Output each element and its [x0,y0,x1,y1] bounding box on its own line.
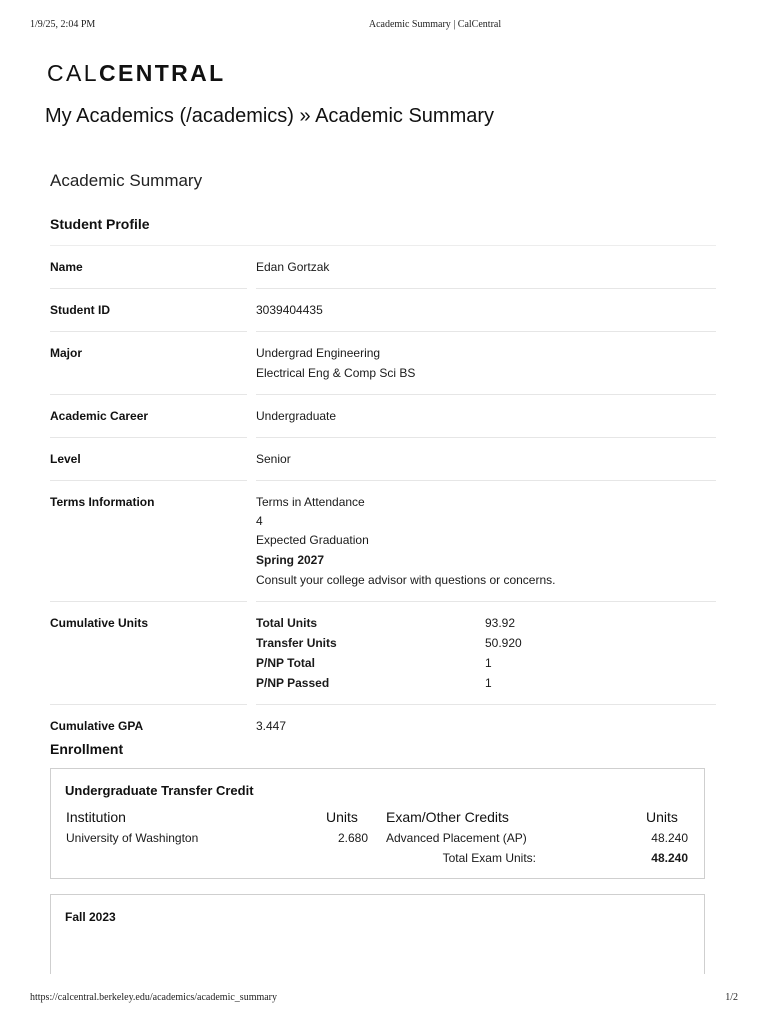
major-program: Electrical Eng & Comp Sci BS [256,366,416,380]
exam-name: Advanced Placement (AP) [386,831,527,845]
col-header-units: Units [326,809,358,825]
transfer-units-value: 50.920 [485,636,522,650]
term-card-fall-2023 [50,894,705,974]
profile-row-student-id [50,288,716,331]
col-header-exam-units: Units [646,809,678,825]
transfer-credit-card [50,768,705,879]
enrollment-heading: Enrollment [50,741,124,757]
units-grid [256,613,716,693]
pnp-passed-value: 1 [485,676,492,690]
profile-row-cumulative-units [50,601,716,704]
institution-name: University of Washington [66,831,199,845]
print-page-number: 1/2 [725,992,738,1003]
row-label: Academic Career [50,394,247,437]
print-page-title: Academic Summary | CalCentral [368,19,502,30]
expected-graduation-value: Spring 2027 [256,553,325,567]
page-title: Academic Summary [50,171,203,190]
term-title: Fall 2023 [65,910,116,924]
profile-row-terms-information [50,480,716,601]
pnp-passed-label: P/NP Passed [256,676,330,690]
print-date: 1/9/25, 2:04 PM [30,19,96,30]
total-exam-units-value: 48.240 [651,851,688,865]
row-label: Name [50,245,247,288]
pnp-total-value: 1 [485,656,492,670]
major-college: Undergrad Engineering [256,346,381,360]
pnp-total-label: P/NP Total [256,656,315,670]
profile-row-major [50,331,716,394]
logo-bold-text: CENTRAL [98,60,226,86]
terms-attendance-label: Terms in Attendance [256,495,365,509]
calcentral-logo[interactable] [47,60,226,87]
profile-row-level [50,437,716,480]
row-label: Major [50,331,247,394]
profile-row-cumulative-gpa [50,704,716,747]
col-header-exam-credits: Exam/Other Credits [386,809,509,825]
row-label: Cumulative Units [50,601,247,704]
terms-information [256,480,716,601]
total-units-label: Total Units [256,616,318,630]
total-units-value: 93.92 [485,616,516,630]
profile-row-academic-career [50,394,716,437]
main-content [50,170,716,747]
cumulative-units [256,601,716,704]
major-value [256,331,716,394]
institution-units: 2.680 [337,831,368,845]
student-profile-table [50,245,716,747]
expected-graduation-label: Expected Graduation [256,533,369,547]
level-value: Senior [256,437,716,480]
student-name: Edan Gortzak [256,245,716,288]
academic-career: Undergraduate [256,394,716,437]
row-label: Student ID [50,288,247,331]
transfer-units-label: Transfer Units [256,636,337,650]
transfer-credit-title: Undergraduate Transfer Credit [65,783,254,798]
cumulative-gpa: 3.447 [256,704,716,747]
row-label: Level [50,437,247,480]
row-label: Cumulative GPA [50,704,247,747]
col-header-institution: Institution [66,809,126,825]
terms-attendance-value: 4 [256,514,263,528]
profile-row-name [50,245,716,288]
breadcrumb[interactable]: My Academics (/academics) » Academic Summary [45,105,495,127]
print-url: https://calcentral.berkeley.edu/academics/academic_summary [30,992,278,1003]
student-id: 3039404435 [256,288,716,331]
advisor-note: Consult your college advisor with questions or concerns. [256,573,556,587]
total-exam-units-label: Total Exam Units: [442,851,536,865]
logo-light-text: CAL [47,60,99,86]
student-profile-heading: Student Profile [50,216,150,232]
row-label: Terms Information [50,480,247,601]
print-footer [0,992,768,1006]
exam-units: 48.240 [651,831,688,845]
print-header [0,19,768,33]
